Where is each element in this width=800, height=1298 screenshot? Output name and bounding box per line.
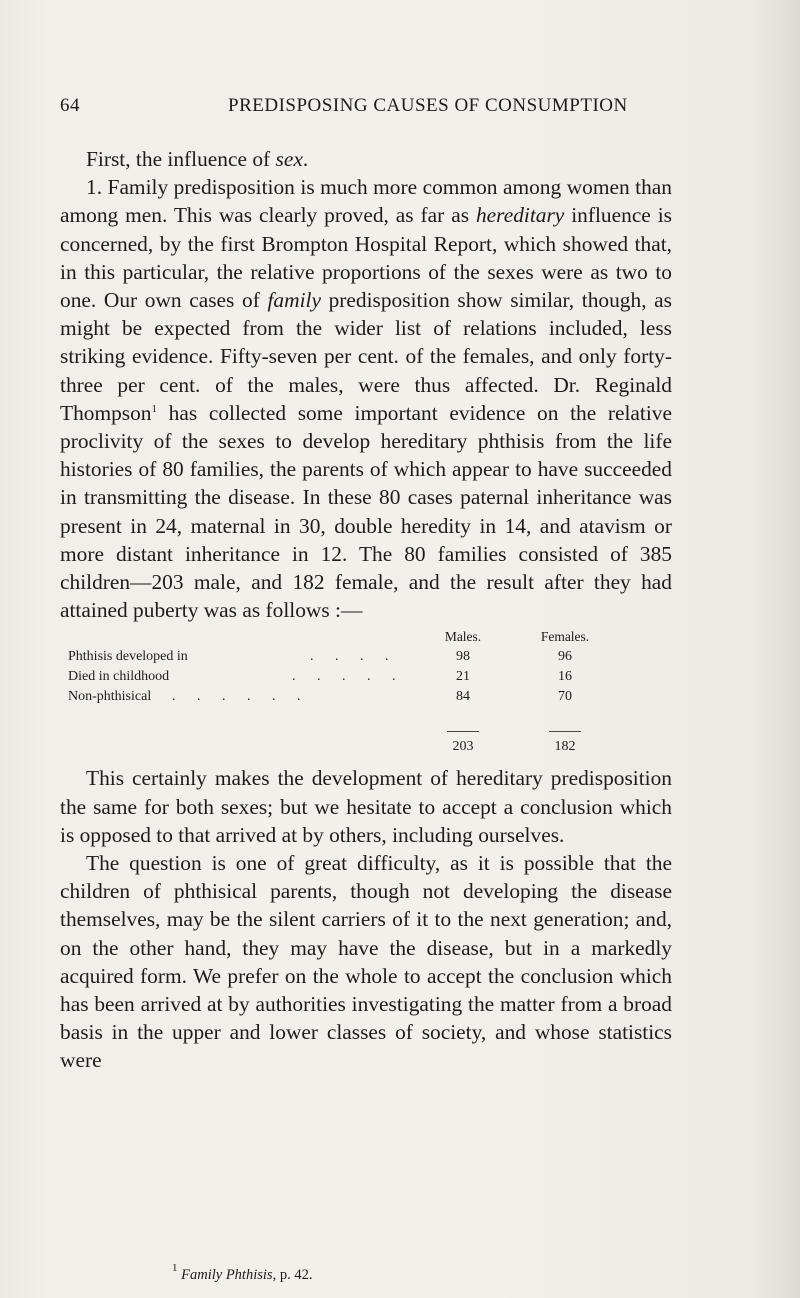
footnote-mark: 1: [172, 1262, 178, 1274]
emphasis-hereditary: hereditary: [475, 203, 565, 228]
running-header: [60, 95, 660, 119]
column-header-females: Females.: [540, 629, 590, 645]
males-value: 98: [456, 649, 470, 665]
footnote-page-ref: , p. 42.: [272, 1267, 313, 1283]
page-number: 64: [60, 95, 80, 116]
leader-dots: . . . . . .: [172, 689, 310, 705]
running-title: PREDISPOSING CAUSES OF CONSUMPTION: [228, 95, 628, 116]
sum-rule-males: [447, 731, 479, 732]
males-value: 84: [456, 689, 470, 705]
column-header-males: Males.: [444, 629, 482, 645]
table-row: [60, 668, 672, 687]
females-value: 16: [558, 669, 572, 685]
leader-dots: . . . .: [310, 649, 398, 665]
table-row: [60, 688, 672, 707]
sex-statistics-table: [60, 628, 672, 759]
row-label: Phthisis developed in: [68, 649, 188, 665]
females-value: 96: [558, 649, 572, 665]
sum-rule-females: [549, 731, 581, 732]
footnote-source-title: Family Phthisis: [181, 1267, 273, 1283]
total-females: 182: [554, 739, 576, 755]
emphasis-family: family: [267, 288, 321, 313]
table-row: [60, 648, 672, 667]
row-label: Died in childhood: [68, 669, 170, 685]
emphasis-sex: sex: [275, 147, 303, 171]
leader-dots: . . . . .: [292, 669, 405, 685]
paragraph-sex-intro: First, the influence of sex.: [86, 147, 309, 171]
paragraph-difficulty: The question is one of great difficulty, as it is possible that the children of phthisical parents, though not developing the disease themselves, may be the silent carriers of it to the next generation; and, on the other hand, they may have the disease, but in a markedly acquired form. We prefer on the whole to accept the conclusion which has been arrived at by authorities investigating the matter from a broad basis in the upper and lower classes of society, and whose statistics were: [60, 851, 672, 1073]
body-text: [60, 145, 672, 1075]
total-males: 203: [452, 739, 474, 755]
paragraph-conclusion: This certainly makes the development of hereditary predisposition the same for both sexes; but we hesitate to accept a conclusion which is opposed to that arrived at by others, including ourselves.: [60, 766, 672, 847]
females-value: 70: [558, 689, 572, 705]
row-label: Non-phthisical: [68, 689, 152, 705]
footnote: [172, 1262, 313, 1284]
males-value: 21: [456, 669, 470, 685]
footnote-marker: 1: [151, 402, 158, 415]
paragraph-family-predisposition: 1. Family predisposition is much more common among women than among men. This was clearly proved, as far as hereditary influence is concerned, by the first Brompton Hospital Report, which showed that, in this particular, the relative proportions of the sexes were as two to one. Our own cases of family predisposition show similar, though, as might be expected from the wider list of relations included, less striking evidence. Fifty-seven per cent. of the females, and only forty-three per cent. of the males, were thus affected. Dr. Reginald Thompson$^1$ has collected some important evidence on the relative proclivity of the sexes to develop hereditary phthisis from the life histories of 80 families, the parents of which appear to have succeeded in transmitting the disease. In these 80 cases paternal inheritance was present in 24, maternal in 30, double heredity in 14, and atavism or more distant inheritance in 12. The 80 families consisted of 385 children—203 male, and 182 female, and the result after they had attained puberty was as follows :—: [60, 175, 672, 623]
